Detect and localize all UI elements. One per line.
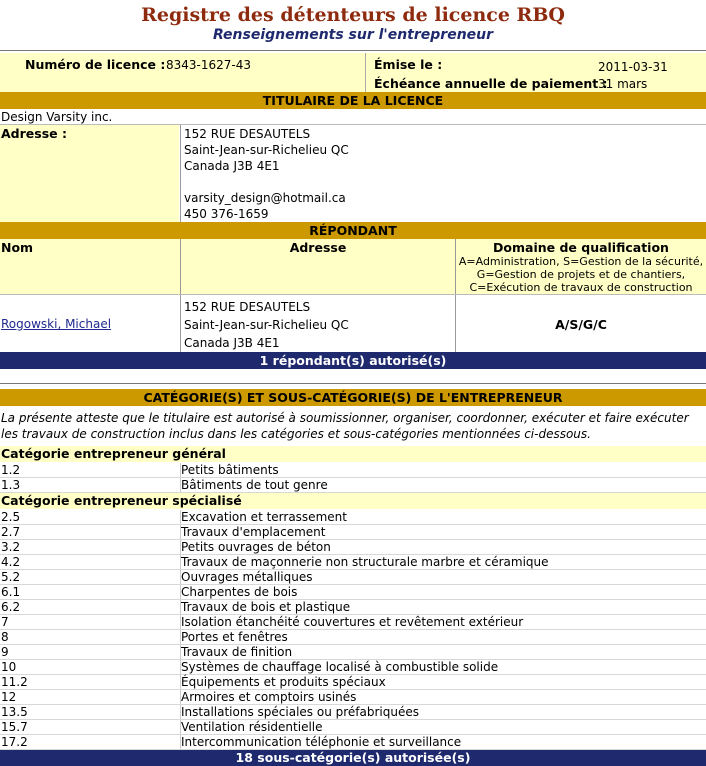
- subcategory-row: [0, 645, 706, 660]
- legend-line: A=Administration, S=Gestion de la sécurité,: [458, 255, 704, 268]
- subcategory-code: 10: [1, 660, 17, 674]
- subcategory-row: [0, 630, 706, 645]
- page-subtitle: Renseignements sur l'entrepreneur: [212, 27, 494, 43]
- col-header-domain: Domaine de qualification: [493, 240, 669, 255]
- subcategory-label: Petits ouvrages de béton: [181, 540, 331, 554]
- subcategory-code: 6.1: [1, 585, 21, 599]
- categories-section-title: CATÉGORIE(S) ET SOUS-CATÉGORIE(S) DE L'ENTREPRENEUR: [0, 389, 706, 406]
- subcategory-row: [0, 735, 706, 750]
- subcategory-label: Armoires et comptoirs usinés: [181, 690, 357, 704]
- respondent-domain: A/S/G/C: [555, 317, 607, 332]
- legend-line: G=Gestion de projets et de chantiers,: [476, 268, 686, 281]
- categories-intro: La présente atteste que le titulaire est autorisé à soumissionner, organiser, coordonner, exécuter et faire exécuter les travaux de construction inclus dans les catégories et sous-catégories mentionnées ci-dessous.: [1, 411, 689, 441]
- subcategory-row: [0, 463, 706, 478]
- holder-address-label: Adresse :: [1, 126, 67, 141]
- subcategory-label: Petits bâtiments: [181, 463, 279, 477]
- subcategory-row: [0, 540, 706, 555]
- license-divider: [365, 53, 366, 92]
- respondent-address: [184, 298, 349, 352]
- holder-section-title: TITULAIRE DE LA LICENCE: [0, 92, 706, 109]
- holder-phone: 450 376-1659: [184, 207, 269, 221]
- subcategory-code: 13.5: [1, 705, 28, 719]
- address-line: Canada J3B 4E1: [184, 159, 280, 173]
- respondent-section-title: RÉPONDANT: [0, 222, 706, 239]
- subcategory-row: [0, 690, 706, 705]
- legend-line: C=Exécution de travaux de construction: [469, 281, 693, 294]
- subcategory-code: 17.2: [1, 735, 28, 749]
- subcategory-code: 9: [1, 645, 9, 659]
- subcategory-label: Excavation et terrassement: [181, 510, 347, 524]
- subcategory-code: 1.3: [1, 478, 21, 492]
- subcategory-label: Ouvrages métalliques: [181, 570, 313, 584]
- subcategory-code: 11.2: [1, 675, 28, 689]
- subcategory-code: 15.7: [1, 720, 28, 734]
- subcategory-code: 6.2: [1, 600, 21, 614]
- subcategory-row: [0, 585, 706, 600]
- holder-address: [184, 126, 349, 222]
- issued-value: 2011-03-31: [598, 60, 668, 74]
- subcategory-row: [0, 705, 706, 720]
- subcategory-label: Ventilation résidentielle: [181, 720, 323, 734]
- subcategory-label: Portes et fenêtres: [181, 630, 288, 644]
- address-line: 152 RUE DESAUTELS: [184, 300, 311, 314]
- respondent-name-link[interactable]: Rogowski, Michael: [1, 317, 112, 331]
- holder-name: Design Varsity inc.: [1, 110, 113, 124]
- divider: [0, 294, 706, 295]
- subcategory-label: Charpentes de bois: [181, 585, 298, 599]
- subcategory-label: Équipements et produits spéciaux: [181, 675, 386, 689]
- address-line: Canada J3B 4E1: [184, 336, 280, 350]
- address-line: 152 RUE DESAUTELS: [184, 127, 311, 141]
- subcategory-code: 2.7: [1, 525, 21, 539]
- subcategory-code: 12: [1, 690, 17, 704]
- subcategory-code: 3.2: [1, 540, 21, 554]
- issued-label: Émise le :: [374, 57, 443, 72]
- address-line: Saint-Jean-sur-Richelieu QC: [184, 143, 349, 157]
- license-number-value: 8343-1627-43: [166, 58, 252, 72]
- due-value: 31 mars: [598, 77, 648, 91]
- col-divider: [180, 239, 181, 352]
- subcategory-label: Travaux d'emplacement: [181, 525, 326, 539]
- subcategory-row: [0, 720, 706, 735]
- cell-divider: [180, 125, 181, 222]
- general-category-title: Catégorie entrepreneur général: [0, 446, 706, 462]
- subcategory-code: 2.5: [1, 510, 21, 524]
- subcategory-label: Travaux de bois et plastique: [181, 600, 351, 614]
- col-header-name: Nom: [1, 240, 34, 255]
- subcategory-label: Intercommunication téléphonie et surveillance: [181, 735, 462, 749]
- subcategory-row: [0, 525, 706, 540]
- subcategory-row: [0, 615, 706, 630]
- specialized-category-title: Catégorie entrepreneur spécialisé: [0, 493, 706, 509]
- subcategory-row: [0, 510, 706, 525]
- subcategory-row: [0, 478, 706, 493]
- subcategory-label: Travaux de finition: [181, 645, 293, 659]
- subcategory-code: 1.2: [1, 463, 21, 477]
- subcategory-label: Travaux de maçonnerie non structurale marbre et céramique: [181, 555, 549, 569]
- col-header-address: Adresse: [289, 240, 347, 255]
- license-number-label: Numéro de licence :: [25, 57, 166, 72]
- respondent-count-bar: 1 répondant(s) autorisé(s): [0, 352, 706, 369]
- subcategory-row: [0, 555, 706, 570]
- subcategory-code: 8: [1, 630, 9, 644]
- subcategory-label: Bâtiments de tout genre: [181, 478, 328, 492]
- subcategory-label: Installations spéciales ou préfabriquées: [181, 705, 419, 719]
- subcategory-count-bar: 18 sous-catégorie(s) autorisée(s): [0, 750, 706, 766]
- subcategory-row: [0, 600, 706, 615]
- address-line: Saint-Jean-sur-Richelieu QC: [184, 318, 349, 332]
- subcategory-row: [0, 570, 706, 585]
- subcategory-row: [0, 660, 706, 675]
- subcategory-label: Systèmes de chauffage localisé à combustible solide: [181, 660, 499, 674]
- subcategory-row: [0, 675, 706, 690]
- subcategory-code: 4.2: [1, 555, 21, 569]
- subcategory-code: 5.2: [1, 570, 21, 584]
- divider: [0, 50, 706, 51]
- subcategory-code: 7: [1, 615, 9, 629]
- holder-email: varsity_design@hotmail.ca: [184, 191, 346, 205]
- due-label: Échéance annuelle de paiement :: [374, 76, 608, 91]
- divider: [0, 383, 706, 384]
- page-title: Registre des détenteurs de licence RBQ: [141, 4, 565, 26]
- subcategory-label: Isolation étanchéité couvertures et revêtement extérieur: [181, 615, 524, 629]
- domain-legend: [456, 255, 706, 294]
